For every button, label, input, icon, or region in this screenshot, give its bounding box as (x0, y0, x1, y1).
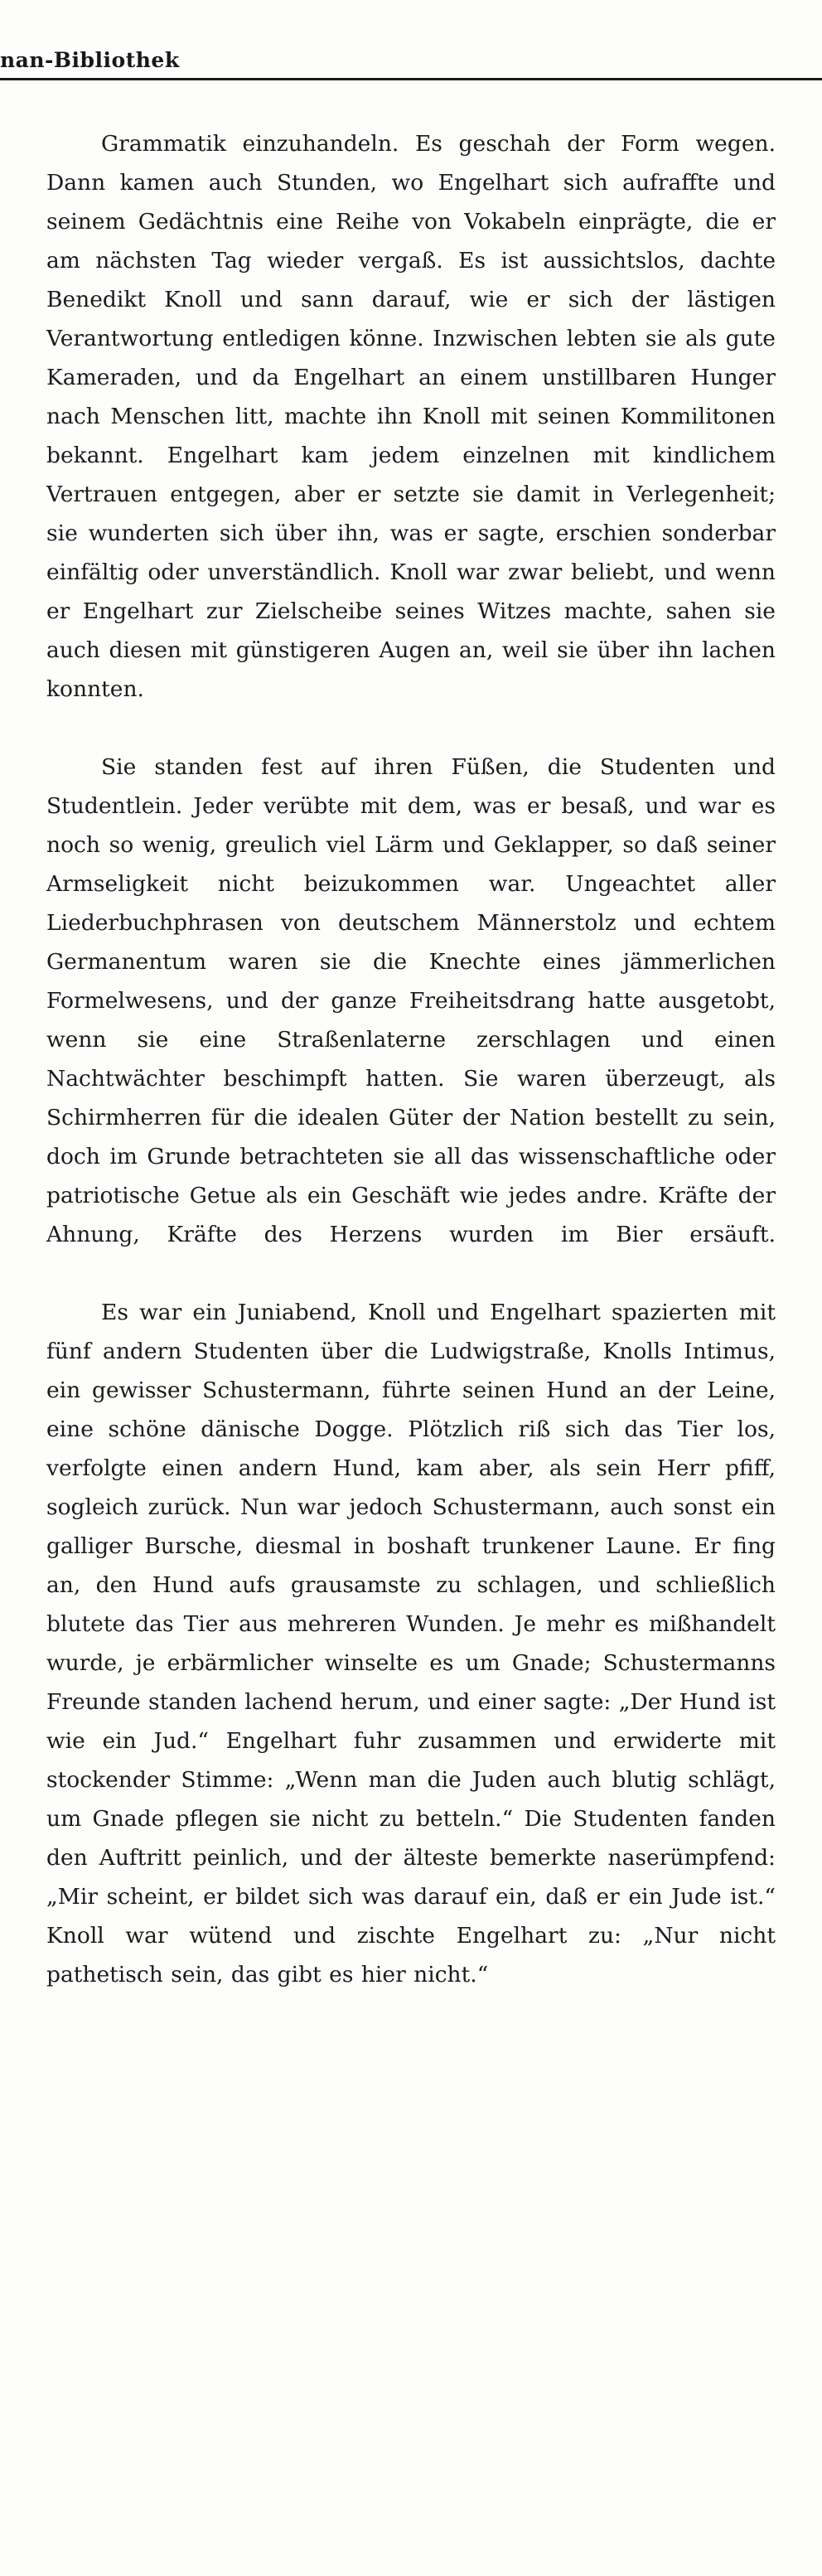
header-rule (0, 78, 822, 80)
paragraph: Sie standen fest auf ihren Füßen, die Studenten und Studentlein. Jeder verübte mit dem, was er besaß, und war es noch so wenig, greulich viel Lärm und Geklapper, so daß seiner Armseligkeit nicht beizukommen war. Ungeachtet aller Liederbuchphrasen von deutschem Männerstolz und echtem Germanentum waren sie die Knechte eines jämmerlichen Formelwesens, und der ganze Freiheitsdrang hatte ausgetobt, wenn sie eine Straßenlaterne zerschlagen und einen Nachtwächter beschimpft hatten. Sie waren überzeugt, als Schirmherren für die idealen Güter der Nation bestellt zu sein, doch im Grunde betrachteten sie all das wissenschaftliche oder patriotische Getue als ein Geschäft wie jedes andre. Kräfte der Ahnung, Kräfte des Herzens wurden im Bier ersäuft. (46, 754, 776, 1247)
running-header (0, 48, 822, 85)
paragraph: Es war ein Juniabend, Knoll und Engelhart spazierten mit fünf andern Studenten über die Ludwigstraße, Knolls Intimus, ein gewisser Schustermann, führte seinen Hund an der Leine, eine schöne dänische Dogge. Plötzlich riß sich das Tier los, verfolgte einen andern Hund, kam aber, als sein Herr pfiff, sogleich zurück. Nun war jedoch Schustermann, auch sonst ein galliger Bursche, diesmal in boshaft trunkener Laune. Er fing an, den Hund aufs grausamste zu schlagen, und schließlich blutete das Tier aus mehreren Wunden. Je mehr es mißhandelt wurde, je erbärmlicher winselte es um Gnade; Schustermanns Freunde standen lachend herum, und einer sagte: „Der Hund ist wie ein Jud.“ Engelhart fuhr zusammen und erwiderte mit stockender Stimme: „Wenn man die Juden auch blutig schlägt, um Gnade pflegen sie nicht zu betteln.“ Die Studenten fanden den Auftritt peinlich, und der älteste bemerkte naserümpfend: „Mir scheint, er bildet sich was darauf ein, daß er ein Jude ist.“ Knoll war wütend und zischte Engelhart zu: „Nur nicht pathetisch sein, das gibt es hier nicht.“ (46, 1300, 776, 1988)
running-header-text: nan-Bibliothek (0, 48, 180, 72)
body-text (46, 124, 776, 1994)
paragraph: Grammatik einzuhandeln. Es geschah der Form wegen. Dann kamen auch Stunden, wo Engelhart sich aufraffte und seinem Gedächtnis eine Reihe von Vokabeln einprägte, die er am nächsten Tag wieder vergaß. Es ist aussichtslos, dachte Benedikt Knoll und sann darauf, wie er sich der lästigen Verantwortung entledigen könne. Inzwischen lebten sie als gute Kameraden, und da Engelhart an einem unstillbaren Hunger nach Menschen litt, machte ihn Knoll mit seinen Kommilitonen bekannt. Engelhart kam jedem einzelnen mit kindlichem Vertrauen entgegen, aber er setzte sie damit in Verlegenheit; sie wunderten sich über ihn, was er sagte, erschien sonderbar einfältig oder unverständlich. Knoll war zwar beliebt, und wenn er Engelhart zur Zielscheibe seines Witzes machte, sahen sie auch diesen mit günstigeren Augen an, weil sie über ihn lachen konnten. (46, 131, 776, 702)
